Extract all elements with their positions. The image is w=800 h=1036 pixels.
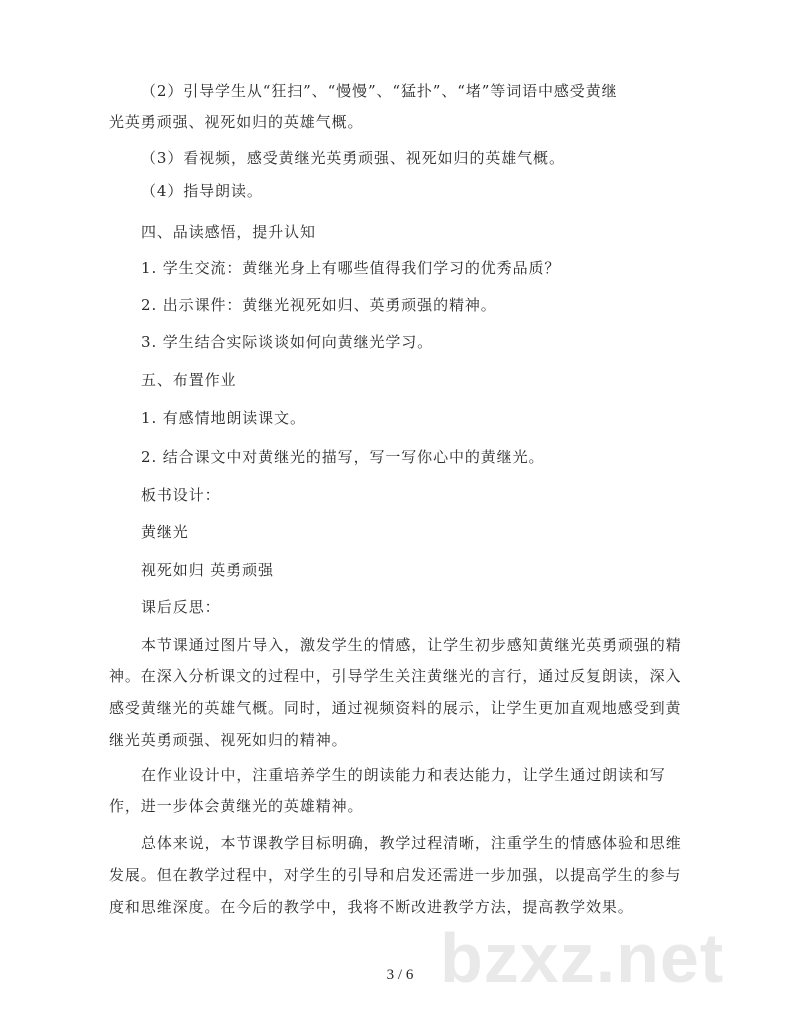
- section-heading: 板书设计：: [141, 486, 221, 504]
- list-item: 1. 有感情地朗读课文。: [141, 409, 306, 427]
- board-title: 黄继光: [141, 523, 189, 541]
- watermark: bzxz.net: [440, 919, 725, 997]
- text-line: 度和思维深度。在今后的教学中，我将不断改进教学方法，提高教学效果。: [109, 898, 634, 916]
- page-number: 3 / 6: [386, 967, 414, 983]
- list-item: 2. 结合课文中对黄继光的描写，写一写你心中的黄继光。: [141, 448, 545, 466]
- text-line: （3）看视频，感受黄继光英勇顽强、视死如归的英雄气概。: [141, 149, 565, 167]
- text-line: 总体来说，本节课教学目标明确，教学过程清晰，注重学生的情感体验和思维: [141, 834, 682, 852]
- section-heading: 四、品读感悟，提升认知: [141, 223, 316, 241]
- board-content: 视死如归 英勇顽强: [141, 561, 274, 579]
- list-item: 3. 学生结合实际谈谈如何向黄继光学习。: [141, 333, 434, 351]
- section-heading: 课后反思：: [141, 598, 221, 616]
- list-item: 1. 学生交流：黄继光身上有哪些值得我们学习的优秀品质？: [141, 259, 561, 277]
- list-item: 2. 出示课件：黄继光视死如归、英勇顽强的精神。: [141, 296, 497, 314]
- text-line: 作，进一步体会黄继光的英雄精神。: [109, 797, 364, 815]
- text-line: 本节课通过图片导入，激发学生的情感，让学生初步感知黄继光英勇顽强的精: [141, 636, 682, 654]
- section-heading: 五、布置作业: [141, 371, 237, 389]
- text-line: 感受黄继光的英雄气概。同时，通过视频资料的展示，让学生更加直观地感受到黄: [109, 699, 682, 717]
- text-line: 继光英勇顽强、视死如归的精神。: [109, 731, 348, 749]
- text-line: （2）引导学生从“狂扫”、“慢慢”、“猛扑”、“堵”等词语中感受黄继: [141, 82, 618, 100]
- text-line: （4）指导朗读。: [141, 182, 263, 200]
- text-line: 发展。但在教学过程中，对学生的引导和启发还需进一步加强，以提高学生的参与: [109, 866, 682, 884]
- text-line: 光英勇顽强、视死如归的英雄气概。: [109, 113, 364, 131]
- text-line: 在作业设计中，注重培养学生的朗读能力和表达能力，让学生通过朗读和写: [141, 766, 666, 784]
- text-line: 神。在深入分析课文的过程中，引导学生关注黄继光的言行，通过反复朗读，深入: [109, 667, 682, 685]
